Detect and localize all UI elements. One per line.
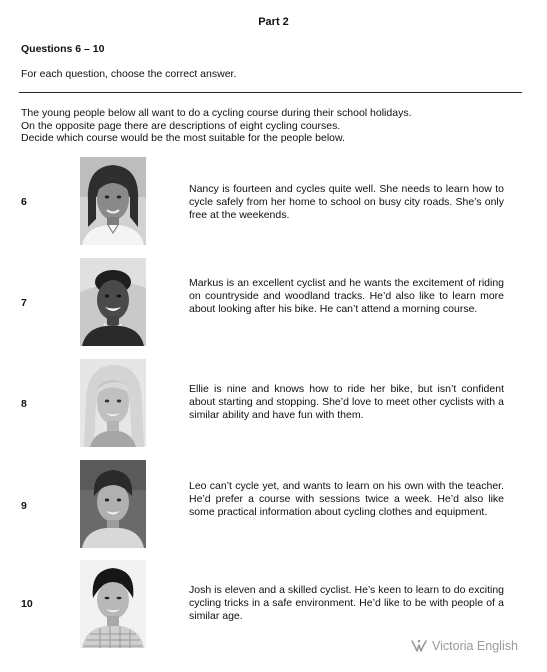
person-photo-markus — [80, 258, 146, 346]
person-photo-nancy — [80, 157, 146, 245]
watermark — [410, 638, 518, 654]
question-number: 8 — [21, 398, 27, 410]
part-title: Part 2 — [258, 16, 289, 28]
question-description: Josh is eleven and a skilled cyclist. He’s keen to learn to do exciting cycling tricks in a safe environment. He’d like to be with people of a similar age. — [189, 584, 504, 622]
person-photo-leo — [80, 460, 146, 548]
question-description: Nancy is fourteen and cycles quite well. She needs to learn how to cycle safely from her home to school on busy city roads. She’s only free at the weekends. — [189, 183, 504, 221]
question-item-9 — [0, 460, 547, 552]
question-item-7 — [0, 258, 547, 350]
question-item-8 — [0, 359, 547, 451]
intro-line: The young people below all want to do a cycling course during their school holidays. — [21, 107, 412, 119]
question-number: 10 — [21, 598, 33, 610]
watermark-text: Victoria English — [432, 639, 518, 653]
question-description: Ellie is nine and knows how to ride her bike, but isn’t confident about starting and stopping. She’d love to meet other cyclists with a similar ability and have fun with them. — [189, 383, 504, 421]
question-item-6 — [0, 157, 547, 249]
question-description: Markus is an excellent cyclist and he wants the excitement of riding on countryside and woodland tracks. He’d also like to learn more about looking after his bike. He can’t attend a morning course. — [189, 277, 504, 315]
question-number: 7 — [21, 297, 27, 309]
person-photo-josh — [80, 560, 146, 648]
intro-paragraph — [21, 107, 411, 145]
question-number: 9 — [21, 500, 27, 512]
instruction-text: For each question, choose the correct answer. — [21, 68, 237, 80]
divider-rule — [19, 92, 522, 93]
question-description: Leo can’t cycle yet, and wants to learn on his own with the teacher. He’d prefer a course with sessions twice a week. He’d also like some practical information about cycling clothes and equipment. — [189, 480, 504, 518]
intro-line: On the opposite page there are descriptions of eight cycling courses. — [21, 119, 341, 132]
questions-heading: Questions 6 – 10 — [21, 43, 105, 55]
intro-line: Decide which course would be the most suitable for the people below. — [21, 132, 345, 144]
wechat-channel-icon — [410, 638, 428, 654]
person-photo-ellie — [80, 359, 146, 447]
question-number: 6 — [21, 196, 27, 208]
